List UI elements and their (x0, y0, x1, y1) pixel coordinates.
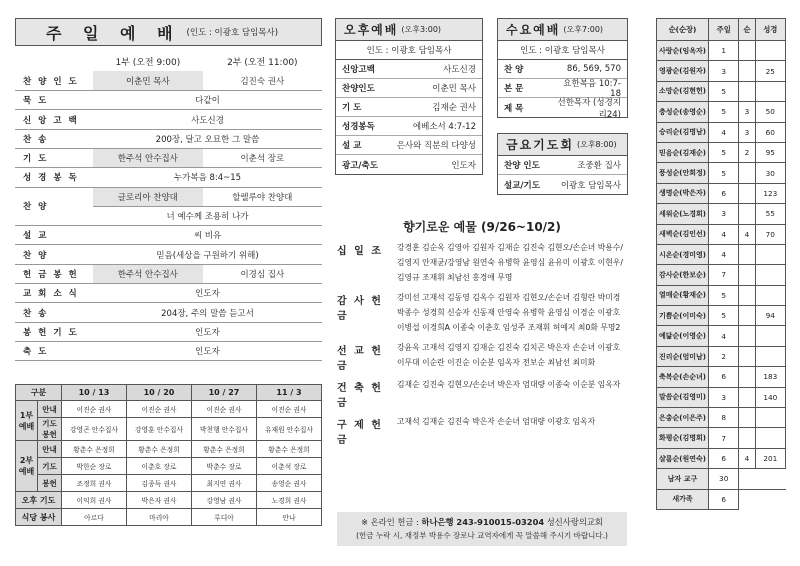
order-item-value: 사도신경 (93, 110, 322, 129)
sunday-worship-title: 주 일 예 배 (46, 23, 181, 43)
duty-role-label: 기도 봉헌 (38, 418, 62, 441)
cell-group-name: 진리순(엄미남) (657, 346, 709, 366)
duty-assignee: 황춘수 은정희 (192, 441, 257, 458)
cell-attendance-count (739, 163, 755, 183)
cell-attendance-count: 7 (709, 428, 739, 448)
account-holder: 성신사랑의교회 (546, 517, 603, 527)
cell-attendance-count: 25 (755, 61, 785, 81)
cell-attendance-count (739, 367, 755, 387)
first-service-value: 한주석 안수집사 (93, 264, 203, 283)
cell-group-row (657, 102, 786, 122)
offering-title: 향기로운 예물 (9/26~10/2) (403, 220, 561, 234)
order-item-label: 찬 송 (15, 129, 93, 148)
duty-assignee: 황춘수 은정희 (62, 441, 127, 458)
service-group-label: 1부 예배 (16, 401, 38, 441)
cell-attendance-count: 6 (709, 183, 739, 203)
order-item-value: 다같이 (93, 91, 322, 110)
duty-assignee: 박천행 안수집사 (192, 418, 257, 441)
cell-attendance-count: 3 (709, 61, 739, 81)
sunday-worship-header (15, 18, 322, 46)
first-service-time: 1부 (오전 9:00) (115, 58, 181, 69)
offering-donor-names: 강윤옥 고재석 김영지 김재순 김진숙 김치곤 박은자 손순녀 이광호 이무대 이순란 이진순 이순분 임옥자 전보순 최남선 최미화 (397, 343, 621, 367)
order-item-label: 찬양 인도 (504, 161, 540, 171)
order-item-label: 설 교 (342, 141, 362, 151)
cell-attendance-count (755, 346, 785, 366)
duty-row (16, 418, 322, 441)
order-item-label: 찬 양 (15, 187, 93, 226)
cell-attendance-count (739, 306, 755, 326)
cell-group-name: 시온순(경미영) (657, 244, 709, 264)
duty-header-cell: 10 / 20 (127, 385, 192, 401)
duty-table-header (16, 385, 322, 401)
cell-attendance-count: 7 (709, 265, 739, 285)
cell-attendance-count (739, 408, 755, 428)
offering-category-label: 구 제 헌 금 (337, 420, 383, 446)
offering-category-label: 십 일 조 (337, 246, 383, 257)
duty-assignee: 안나 (257, 509, 322, 526)
cell-group-row (657, 265, 786, 285)
order-item-value: 인도자 (93, 341, 322, 360)
cell-attendance-count: 60 (755, 122, 785, 142)
duty-role-label: 봉헌 (38, 475, 62, 492)
cell-attendance-count: 70 (755, 224, 785, 244)
offering-donor-names: 김재순 김진숙 김현오/손순녀 박은자 엄대량 이종숙 이순분 임옥자 (397, 380, 621, 389)
duty-assignee: 강영훈 안수집사 (127, 418, 192, 441)
cell-attendance-count: 8 (709, 408, 739, 428)
sunday-order-row (15, 187, 322, 206)
cell-attendance-count: 1 (709, 41, 739, 61)
cell-attendance-count: 5 (709, 163, 739, 183)
afternoon-order-row (336, 79, 482, 98)
offering-category (337, 377, 627, 409)
second-service-value: 할렐루야 찬양대 (203, 187, 322, 206)
anthem-title: 너 예수께 조용히 나가 (93, 206, 322, 225)
order-item-label: 본 문 (504, 84, 524, 94)
cell-group-row (657, 81, 786, 101)
duty-row (16, 458, 322, 475)
cell-attendance-count: 140 (755, 387, 785, 407)
duty-assignee: 이진순 권사 (62, 401, 127, 418)
cell-table-header (657, 19, 786, 41)
cell-group-row (657, 244, 786, 264)
offering-omission-note: (헌금 누락 시, 재정부 박용수 장로나 교역자에게 꼭 말씀해 주시기 바랍니다.) (356, 531, 608, 540)
cell-attendance-count (739, 81, 755, 101)
duty-role-label: 오후 기도 (16, 492, 62, 509)
duty-assignee: 황춘수 은정희 (257, 441, 322, 458)
offering-category (337, 340, 627, 372)
friday-order-row (498, 175, 627, 194)
cell-attendance-count: 6 (709, 367, 739, 387)
order-item-label: 찬 양 (504, 65, 524, 75)
second-service-time: 2부 (오전 11:00) (227, 58, 298, 69)
duty-assignee: 황춘수 은정희 (127, 441, 192, 458)
duty-role-label: 식당 봉사 (16, 509, 62, 526)
offering-category-label: 선 교 헌 금 (337, 346, 383, 372)
duty-role-label: 안내 (38, 441, 62, 458)
order-item-label: 설 교 (15, 226, 93, 245)
afternoon-worship-section (335, 18, 483, 175)
cell-attendance-count: 3 (739, 122, 755, 142)
order-item-value: 누가복음 8:4~15 (93, 168, 322, 187)
afternoon-order-row (336, 98, 482, 117)
cell-group-row (657, 122, 786, 142)
duty-assignee: 박한순 장로 (62, 458, 127, 475)
duty-assignee: 이익희 권사 (62, 492, 127, 509)
cell-attendance-count (755, 41, 785, 61)
first-service-value: 이춘민 목사 (93, 71, 203, 90)
afternoon-worship-title: 오후예배 (344, 23, 399, 37)
cell-group-name: 새가족 (657, 489, 709, 509)
order-item-label: 교 회 소 식 (15, 284, 93, 303)
cell-attendance-count (739, 387, 755, 407)
cell-group-name: 영광순(김원자) (657, 61, 709, 81)
cell-header-cell: 순 (739, 19, 755, 41)
cell-attendance-count (755, 326, 785, 346)
cell-group-name: 샬롬순(원연숙) (657, 448, 709, 468)
duty-assignee: 이춘석 장로 (257, 458, 322, 475)
cell-attendance-count: 5 (709, 142, 739, 162)
first-service-value: 글로리아 찬양대 (93, 187, 203, 206)
cell-attendance-count: 94 (755, 306, 785, 326)
sunday-order-table (15, 52, 322, 361)
offering-category (337, 290, 627, 335)
order-item-label: 찬 양 (15, 245, 93, 264)
cell-attendance-count: 6 (709, 448, 739, 468)
order-item-label: 성경봉독 (342, 122, 375, 132)
friday-prayer-header (498, 134, 627, 156)
offering-category-label: 감 사 헌 금 (337, 296, 383, 322)
cell-attendance-count: 123 (755, 183, 785, 203)
order-item-value: 인도자 (93, 284, 322, 303)
order-item-label: 신 앙 고 백 (15, 110, 93, 129)
cell-group-row (657, 387, 786, 407)
order-item-value: 씨 비유 (93, 226, 322, 245)
cell-attendance-count: 4 (709, 244, 739, 264)
order-item-value: 이광호 담임목사 (560, 180, 621, 191)
duty-row (16, 401, 322, 418)
cell-group-name: 말씀순(김영미) (657, 387, 709, 407)
sunday-order-row (15, 110, 322, 129)
cell-group-name: 기쁨순(이미숙) (657, 306, 709, 326)
duty-assignee: 유재원 안수집사 (257, 418, 322, 441)
order-item-label: 광고/축도 (342, 160, 378, 171)
order-item-value: 인도자 (451, 160, 476, 171)
offering-donor-names: 고재석 김재순 김진숙 박은자 손순녀 엄대량 이광호 임옥자 (397, 417, 596, 426)
sunday-order-row (15, 148, 322, 167)
cell-attendance-count: 5 (709, 81, 739, 101)
cell-group-row (657, 224, 786, 244)
cell-group-name: 예닮순(이영순) (657, 326, 709, 346)
duty-assignee: 송영순 권사 (257, 475, 322, 492)
duty-row (16, 509, 322, 526)
duty-assignee: 노경희 권사 (257, 492, 322, 509)
duty-assignee: 박은자 권사 (127, 492, 192, 509)
cell-attendance-count: 4 (739, 448, 755, 468)
duty-header-cell: 10 / 27 (192, 385, 257, 401)
empty-cell (739, 489, 786, 509)
order-item-label: 찬양인도 (342, 84, 375, 94)
cell-attendance-count (739, 326, 755, 346)
cell-attendance-count: 5 (709, 285, 739, 305)
duty-row (16, 475, 322, 492)
order-item-value: 김재순 권사 (432, 103, 476, 113)
afternoon-order-row (336, 117, 482, 136)
duty-assignee: 김종득 권사 (127, 475, 192, 492)
cell-header-cell: 주일 (709, 19, 739, 41)
duty-header-cell: 10 / 13 (62, 385, 127, 401)
cell-group-name: 충성순(송영순) (657, 102, 709, 122)
second-service-value: 이춘석 장로 (203, 148, 322, 167)
afternoon-order-row (336, 136, 482, 155)
cell-attendance-count (755, 428, 785, 448)
sunday-worship-leader: (인도 : 이광호 담임목사) (186, 28, 279, 38)
cell-attendance-count (739, 41, 755, 61)
cell-attendance-count (755, 81, 785, 101)
offering-category (337, 240, 627, 285)
cell-attendance-count: 2 (709, 346, 739, 366)
cell-group-row (657, 428, 786, 448)
duty-assignee: 루디아 (192, 509, 257, 526)
order-item-value: 86, 569, 570 (566, 64, 621, 74)
order-item-value: 200장, 달고 오묘한 그 말씀 (93, 129, 322, 148)
offering-donor-names: 강경훈 김순옥 김영아 김원자 김재순 김진숙 김현오/손순녀 박용수/김영지 안재균/강영남 원연숙 유병학 윤영심 윤유미 이광호 이현우/김영규 조재휘 최남선 홍경애 무명 (397, 243, 623, 282)
order-item-label: 설교/기도 (504, 180, 540, 191)
sunday-service-times (15, 52, 322, 71)
cell-attendance-count (739, 204, 755, 224)
order-item-value: 사도신경 (443, 65, 476, 75)
cell-attendance-count (739, 428, 755, 448)
order-item-label: 묵 도 (15, 91, 93, 110)
wednesday-worship-title: 수요예배 (506, 23, 561, 37)
afternoon-worship-time: (오후3:00) (401, 25, 442, 34)
cell-group-row (657, 367, 786, 387)
duty-row (16, 441, 322, 458)
cell-attendance-count: 4 (739, 224, 755, 244)
sunday-order-row (15, 71, 322, 90)
friday-prayer-section (497, 133, 628, 195)
cell-attendance-count: 4 (709, 326, 739, 346)
cell-attendance-count (755, 285, 785, 305)
afternoon-worship-leader: 인도 : 이광호 담임목사 (336, 41, 482, 60)
cell-attendance-count: 30 (709, 469, 739, 489)
cell-group-row (657, 346, 786, 366)
cell-group-name: 남자 교구 (657, 469, 709, 489)
duty-role-label: 기도 (38, 458, 62, 475)
cell-attendance-count: 3 (709, 387, 739, 407)
cell-group-row (657, 204, 786, 224)
online-offering-notice (337, 512, 627, 546)
cell-attendance-count: 4 (709, 224, 739, 244)
cell-attendance-count (739, 183, 755, 203)
cell-attendance-count: 3 (709, 204, 739, 224)
duty-assignee: 강영남 권사 (192, 492, 257, 509)
cell-header-cell: 순(순장) (657, 19, 709, 41)
sunday-order-row (15, 226, 322, 245)
cell-group-row (657, 183, 786, 203)
cell-attendance-count (755, 408, 785, 428)
cell-group-row (657, 41, 786, 61)
duty-assignee: 이진순 권사 (192, 401, 257, 418)
cell-attendance-count: 5 (709, 102, 739, 122)
order-item-label: 기 도 (342, 103, 362, 113)
cell-attendance-count: 5 (709, 306, 739, 326)
cell-attendance-count (739, 265, 755, 285)
cell-group-name: 축복순(손순녀) (657, 367, 709, 387)
cell-group-row (657, 306, 786, 326)
duty-assignee: 최지연 권사 (192, 475, 257, 492)
sunday-order-row (15, 168, 322, 187)
cell-attendance-count: 50 (755, 102, 785, 122)
duty-header-cell: 구분 (16, 385, 62, 401)
duty-assignee: 마리아 (127, 509, 192, 526)
cell-header-cell: 성경 (755, 19, 785, 41)
wednesday-worship-section (497, 18, 628, 118)
order-item-value: 요한복음 10:7-18 (563, 79, 621, 99)
wednesday-worship-header (498, 19, 627, 41)
duty-row (16, 492, 322, 509)
cell-group-row (657, 163, 786, 183)
cell-attendance-count: 95 (755, 142, 785, 162)
sunday-order-row (15, 341, 322, 360)
duty-assignee: 조정희 권사 (62, 475, 127, 492)
offering-section (337, 218, 627, 451)
afternoon-worship-header (336, 19, 482, 41)
cell-attendance-count: 3 (739, 102, 755, 122)
order-item-label: 봉 헌 기 도 (15, 322, 93, 341)
cell-attendance-count: 30 (755, 163, 785, 183)
offering-category-label: 건 축 헌 금 (337, 383, 383, 409)
friday-prayer-title: 금요기도회 (506, 138, 574, 152)
cell-group-row (657, 61, 786, 81)
online-offering-prefix: ※ 온라인 헌금 : (361, 517, 419, 527)
order-item-value: 조중환 집사 (577, 161, 621, 171)
duty-assignee: 이진순 권사 (257, 401, 322, 418)
duty-assignee: 아르다 (62, 509, 127, 526)
cell-group-name: 생명순(박은자) (657, 183, 709, 203)
duty-assignee: 이진순 권사 (127, 401, 192, 418)
wednesday-worship-leader: 인도 : 이광호 담임목사 (498, 41, 627, 60)
cell-group-name: 승리순(김명남) (657, 122, 709, 142)
cell-group-name: 풍성순(안희정) (657, 163, 709, 183)
cell-group-name: 사랑순(임옥자) (657, 41, 709, 61)
second-service-value: 김진숙 권사 (203, 71, 322, 90)
friday-prayer-time: (오후8:00) (576, 140, 617, 149)
second-service-value: 이경심 집사 (203, 264, 322, 283)
cell-attendance-count (739, 285, 755, 305)
duty-header-cell: 11 / 3 (257, 385, 322, 401)
offering-category (337, 414, 627, 446)
friday-order-row (498, 156, 627, 175)
bank-account: 하나은행 243-910015-03204 (421, 517, 545, 527)
cell-group-row (657, 142, 786, 162)
order-item-label: 찬 양 인 도 (15, 71, 93, 90)
order-item-label: 성 경 봉 독 (15, 168, 93, 187)
order-item-value: 에베소서 4:7-12 (412, 122, 476, 132)
cell-attendance-count: 6 (709, 489, 739, 509)
order-item-value: 믿음(세상을 구원하기 위해) (93, 245, 322, 264)
cell-group-name: 소망순(김현헌) (657, 81, 709, 101)
cell-group-name: 새벽순(김인선) (657, 224, 709, 244)
cell-attendance-count: 4 (709, 122, 739, 142)
cell-group-row (657, 408, 786, 428)
sunday-order-row (15, 245, 322, 264)
sunday-order-row (15, 303, 322, 322)
cell-group-name: 화평순(김명희) (657, 428, 709, 448)
order-item-value: 204장, 주의 말씀 듣고서 (93, 303, 322, 322)
offering-donor-names: 강미선 고재석 김동영 김옥수 김원자 김현오/손순녀 김형란 박미경 박종수 성경희 신승자 신동재 안영숙 유병학 윤영심 이경순 이광호 이병섭 이경희A 이종숙 이춘호 임성주 조재휘 허예지 최0화 무명2 (397, 293, 621, 332)
sunday-order-row (15, 91, 322, 110)
cell-attendance-count (739, 61, 755, 81)
order-item-value: 선한목자 (성경지리24) (557, 97, 621, 120)
cell-attendance-count (739, 244, 755, 264)
duty-role-label: 안내 (38, 401, 62, 418)
duty-assignee: 강영곤 안수집사 (62, 418, 127, 441)
cell-group-name: 열매순(황재순) (657, 285, 709, 305)
order-item-value: 이춘민 목사 (432, 84, 476, 94)
cell-group-name: 은총순(이은주) (657, 408, 709, 428)
sunday-order-row (15, 284, 322, 303)
cell-attendance-count (739, 346, 755, 366)
cell-group-row (657, 326, 786, 346)
cell-attendance-count: 55 (755, 204, 785, 224)
service-duty-table (15, 384, 322, 526)
order-item-label: 찬 송 (15, 303, 93, 322)
wednesday-worship-time: (오후7:00) (563, 25, 604, 34)
duty-assignee: 이춘호 장로 (127, 458, 192, 475)
first-service-value: 한주석 안수집사 (93, 148, 203, 167)
order-item-label: 제 목 (504, 103, 524, 114)
cell-group-row (657, 448, 786, 468)
afternoon-order-row (336, 155, 482, 174)
service-group-label: 2부 예배 (16, 441, 38, 492)
sunday-order-row (15, 129, 322, 148)
sunday-worship-section (15, 18, 322, 361)
order-item-label: 헌 금 봉 헌 (15, 264, 93, 283)
order-item-label: 신앙고백 (342, 65, 375, 75)
cell-group-row (657, 285, 786, 305)
wednesday-order-row (498, 97, 627, 120)
order-item-value: 인도자 (93, 322, 322, 341)
duty-assignee: 박춘수 장로 (192, 458, 257, 475)
order-item-label: 기 도 (15, 148, 93, 167)
cell-attendance-count (755, 244, 785, 264)
sunday-order-row (15, 322, 322, 341)
order-item-label: 축 도 (15, 341, 93, 360)
cell-attendance-count: 201 (755, 448, 785, 468)
cell-attendance-count: 2 (739, 142, 755, 162)
afternoon-order-row (336, 60, 482, 79)
cell-group-name: 감사순(한보순) (657, 265, 709, 285)
cell-attendance-count (755, 265, 785, 285)
empty-cell (739, 469, 786, 489)
cell-group-row (657, 469, 786, 489)
sunday-order-row (15, 264, 322, 283)
cell-group-row (657, 489, 786, 509)
cell-group-name: 믿음순(김재순) (657, 142, 709, 162)
cell-group-name: 세워순(노경희) (657, 204, 709, 224)
order-item-value: 은사와 직분의 다양성 (396, 141, 476, 151)
cell-attendance-count: 183 (755, 367, 785, 387)
cell-group-attendance-table (656, 18, 786, 510)
